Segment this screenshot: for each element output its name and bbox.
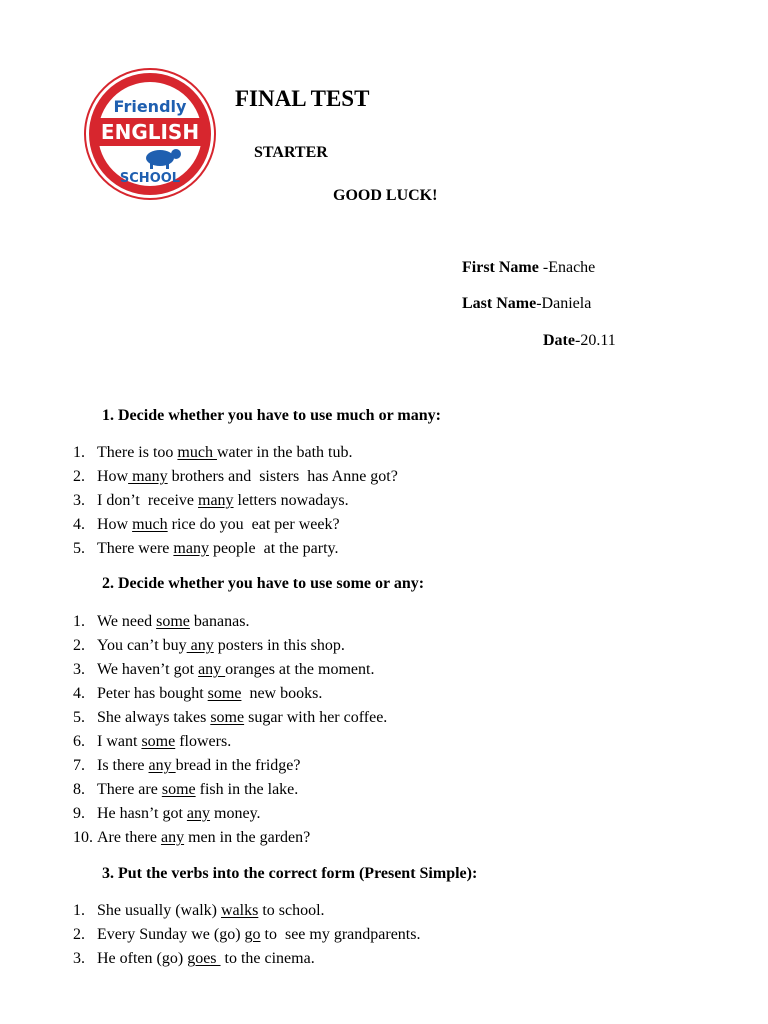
answer: walks: [220, 902, 259, 919]
level-label: STARTER: [254, 144, 328, 161]
date-label: Date: [543, 332, 575, 349]
last-name-line: [462, 295, 591, 313]
answer: some: [210, 709, 245, 726]
exercise-2-heading: 2. Decide whether you have to use some or any:: [102, 575, 425, 592]
logo-bottom-text: SCHOOL: [119, 171, 181, 186]
answer: any: [160, 829, 185, 846]
answer: much: [132, 516, 168, 533]
answer: go: [244, 926, 261, 943]
answer: many: [128, 468, 168, 485]
answer: many: [173, 540, 209, 557]
page-title: FINAL TEST: [235, 86, 370, 111]
first-name-line: [462, 259, 595, 277]
date-value: -20.11: [574, 332, 616, 349]
first-name-value: -Enache: [538, 259, 596, 276]
exercise-1-heading: 1. Decide whether you have to use much or many:: [102, 407, 441, 424]
answer: any: [198, 661, 226, 678]
answer: any: [186, 805, 211, 822]
last-name-label: Last Name: [462, 295, 537, 312]
logo-top-text: Friendly: [113, 97, 187, 116]
first-name-label: First Name: [462, 259, 539, 276]
answer: some: [156, 613, 190, 630]
answer: goes: [187, 950, 221, 967]
date-line: [543, 332, 616, 350]
answer: many: [198, 492, 234, 509]
friendly-english-school-logo: [84, 68, 216, 200]
last-name-value: -Daniela: [536, 295, 592, 312]
exercise-3-heading: 3. Put the verbs into the correct form (Present Simple):: [102, 865, 478, 882]
good-luck-text: GOOD LUCK!: [333, 187, 438, 204]
answer: any: [186, 637, 214, 654]
answer: any: [148, 757, 176, 774]
logo-mid-text: ENGLISH: [100, 120, 200, 144]
answer: some: [207, 685, 242, 702]
answer: much: [177, 444, 217, 461]
answer: some: [161, 781, 196, 798]
answer: some: [141, 733, 176, 750]
